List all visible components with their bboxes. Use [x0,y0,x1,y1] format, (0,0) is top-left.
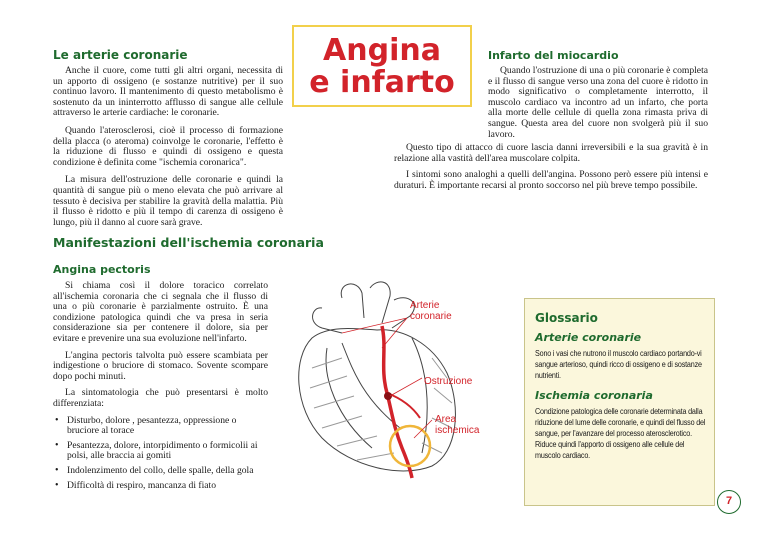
paragraph: La sintomatologia che può presentarsi è molto differenziata: [53,387,268,409]
label-area-ischemica: Area ischemica [435,414,480,436]
section-heading-manifestazioni: Manifestazioni dell'ischemia coronaria [53,235,324,250]
section-heading-arterie: Le arterie coronarie [53,48,188,62]
glossary-definition: Sono i vasi che nutrono il muscolo cardiaco portando-vi sangue arterioso, quindi ricco di ossigeno e di sostanze nutrienti. [535,349,702,380]
glossary-definition: Condizione patologica delle coronarie determinata dalla riduzione del lume delle coronarie, e quindi del flusso del sangue, per l'avanzare del processo aterosclerotico. Riduce quindi l'apporto di ossigeno alle cellule del muscolo cardiaco. [535,407,706,460]
paragraph: L'angina pectoris talvolta può essere scambiata per indigestione o bruciore di stomaco. Sovente scompare dopo pochi minuti. [53,349,268,382]
bullet-icon: • [55,439,59,451]
list-item [53,481,268,492]
page-title-line2: e infarto [309,65,455,100]
bullet-icon: • [55,464,59,476]
list-item [53,416,268,437]
glossary-term: Ischemia coronaria [535,389,653,402]
list-item [53,466,268,477]
glossary-box [524,298,715,506]
bullet-icon: • [55,414,59,426]
bullet-icon: • [55,479,59,491]
left-column-text [53,66,283,228]
paragraph: Si chiama così il dolore toracico correlato all'ischemia coronaria che ci segnala che il flusso di una o più coronarie è parzialmente ostruito. È una condizione patologica quindi che va presa in seria considerazione sia per contenere il dolore, sia per evitare e prevenire una sua evoluzione nell'infarto. [53,280,268,344]
paragraph: Quando l'ostruzione di una o più coronarie è completa e il flusso di sangue verso una zona del cuore è ridotto in modo significativo o completamente interrotto, il muscolo cardiaco va incontro ad un infarto, che porta alla morte delle cellule di quella zona rimasta priva di sangue. Questa area del cuore non svolgerà più il suo lavoro. [488,65,708,140]
paragraph: Quando l'aterosclerosi, cioè il processo di formazione della placca (o ateroma) coinvolge le coronarie, l'effetto è la riduzione di flusso e quindi di ossigeno e questa condizione è definita come "ischemia coronarica". [53,124,283,168]
coronary-artery [382,326,412,478]
paragraph: La misura dell'ostruzione delle coronarie e quindi la quantità di sangue più o meno elevata che può arrivare al tessuto è decisiva per stabilire la gravità della malattia. Più il flusso è ridotto e più il tempo di carenza di ossigeno è lungo, più il danno al cuore sarà grave. [53,174,283,228]
page-number-badge [717,490,741,514]
subheading-angina: Angina pectoris [53,263,151,276]
page-number: 7 [725,495,733,507]
paragraph: Anche il cuore, come tutti gli altri organi, necessita di un apporto di ossigeno (e sostanze nutritive) per il suo continuo lavoro. Il mantenimento di questo metabolismo è sostenuto da un ininterrotto afflusso di sangue alle cellule attraverso le arterie cardiache: le coronarie. [53,65,283,119]
page-title-box [292,25,472,107]
paragraph: I sintomi sono analoghi a quelli dell'angina. Possono però essere più intensi e duraturi. È importante recarsi al pronto soccorso nel più breve tempo possibile. [394,169,708,191]
list-item [53,441,268,462]
label-arterie-coronarie: Arterie coronarie [410,300,452,322]
list-item-text: Difficoltà di respiro, mancanza di fiato [67,479,217,491]
right-column-text-1 [488,66,708,140]
angina-text [53,281,268,495]
page-title-line1: Angina [323,33,441,68]
list-item-text: Disturbo, dolore , pesantezza, oppressione o bruciore al torace [67,414,237,437]
paragraph: Questo tipo di attacco di cuore lascia danni irreversibili e la sua gravità è in relazione alla vastità dell'area muscolare colpita. [394,142,708,164]
right-column-text-2 [394,143,708,191]
label-ostruzione: Ostruzione [424,376,473,387]
list-item-text: Pesantezza, dolore, intorpidimento o formicolii ai polsi, alle braccia ai gomiti [67,439,258,462]
list-item-text: Indolenzimento del collo, delle spalle, della gola [67,464,254,476]
glossary-term: Arterie coronarie [535,331,642,344]
glossary-title: Glossario [535,311,598,325]
ischemic-area-ring [390,426,430,466]
section-heading-infarto: Infarto del miocardio [488,49,619,62]
symptom-list [53,416,268,492]
